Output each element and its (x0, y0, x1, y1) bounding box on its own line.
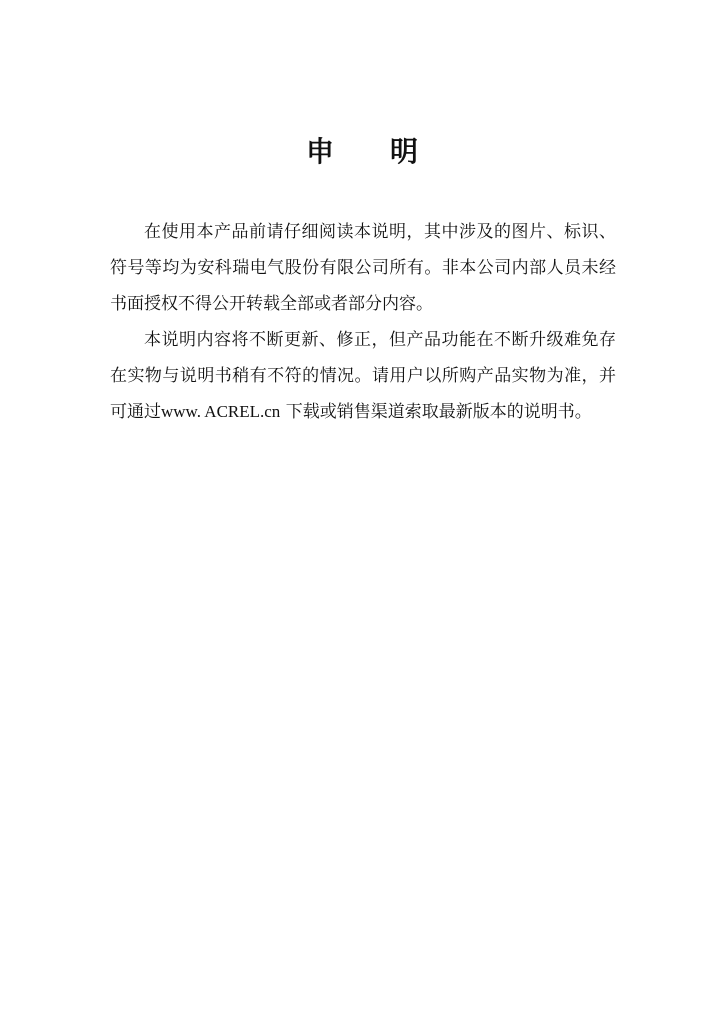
paragraph-2-tail: 下载或销售渠道索取最新版本的说明书。 (280, 402, 592, 422)
declaration-body (110, 214, 616, 430)
declaration-paragraph-1: 在使用本产品前请仔细阅读本说明，其中涉及的图片、标识、符号等均为安科瑞电气股份有限公司所有。非本公司内部人员未经书面授权不得公开转载全部或者部分内容。 (110, 222, 616, 314)
paragraph-2-text: 本说明内容将不断更新、修正，但产品功能在不断升级难免存在实物与说明书稍有不符的情况。请用户以所购产品实物为准，并可通过 (110, 330, 616, 422)
website-link[interactable]: www. ACREL.cn (161, 402, 281, 421)
title-char-2: 明 (390, 135, 419, 168)
title-char-1: 申 (305, 135, 334, 168)
declaration-paragraph-2 (110, 322, 616, 430)
page-title (0, 134, 724, 170)
